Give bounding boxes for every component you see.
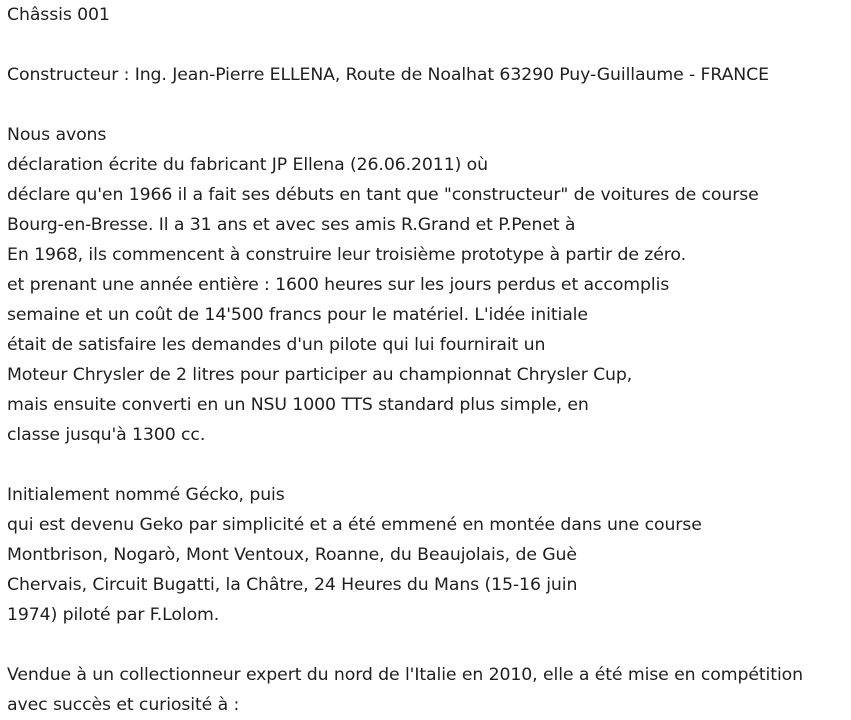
- spacer: [7, 30, 847, 60]
- text-line: Montbrison, Nogarò, Mont Ventoux, Roanne, du Beaujolais, de Guè: [7, 545, 577, 565]
- text-line: Chervais, Circuit Bugatti, la Châtre, 24 Heures du Mans (15-16 juin: [7, 575, 578, 595]
- paragraph-sale: [7, 660, 847, 720]
- text-line: avec succès et curiosité à :: [7, 695, 240, 715]
- spacer: [7, 450, 847, 480]
- constructor-line: Constructeur : Ing. Jean-Pierre ELLENA, Route de Noalhat 63290 Puy-Guillaume - FRANCE: [7, 65, 769, 85]
- document-body: [7, 0, 847, 720]
- text-line: Nous avons: [7, 125, 107, 145]
- text-line: classe jusqu'à 1300 cc.: [7, 425, 206, 445]
- text-line: Bourg-en-Bresse. Il a 31 ans et avec ses amis R.Grand et P.Penet à: [7, 215, 576, 235]
- text-line: et prenant une année entière : 1600 heures sur les jours perdus et accomplis: [7, 275, 670, 295]
- text-line: 1974) piloté par F.Lolom.: [7, 605, 220, 625]
- paragraph-history: [7, 120, 847, 450]
- text-line: semaine et un coût de 14'500 francs pour le matériel. L'idée initiale: [7, 305, 588, 325]
- spacer: [7, 630, 847, 660]
- spacer: [7, 90, 847, 120]
- text-line: Vendue à un collectionneur expert du nord de l'Italie en 2010, elle a été mise en compétition: [7, 665, 803, 685]
- paragraph-racing: [7, 480, 847, 630]
- text-line: déclare qu'en 1966 il a fait ses débuts en tant que "constructeur" de voitures de course: [7, 185, 759, 205]
- document-title: Châssis 001: [7, 5, 110, 25]
- text-line: qui est devenu Geko par simplicité et a été emmené en montée dans une course: [7, 515, 702, 535]
- text-line: Moteur Chrysler de 2 litres pour participer au championnat Chrysler Cup,: [7, 365, 633, 385]
- text-line: était de satisfaire les demandes d'un pilote qui lui fournirait un: [7, 335, 546, 355]
- text-line: Initialement nommé Gécko, puis: [7, 485, 285, 505]
- text-line: mais ensuite converti en un NSU 1000 TTS standard plus simple, en: [7, 395, 589, 415]
- text-line: déclaration écrite du fabricant JP Ellena (26.06.2011) où: [7, 155, 488, 175]
- text-line: En 1968, ils commencent à construire leur troisième prototype à partir de zéro.: [7, 245, 686, 265]
